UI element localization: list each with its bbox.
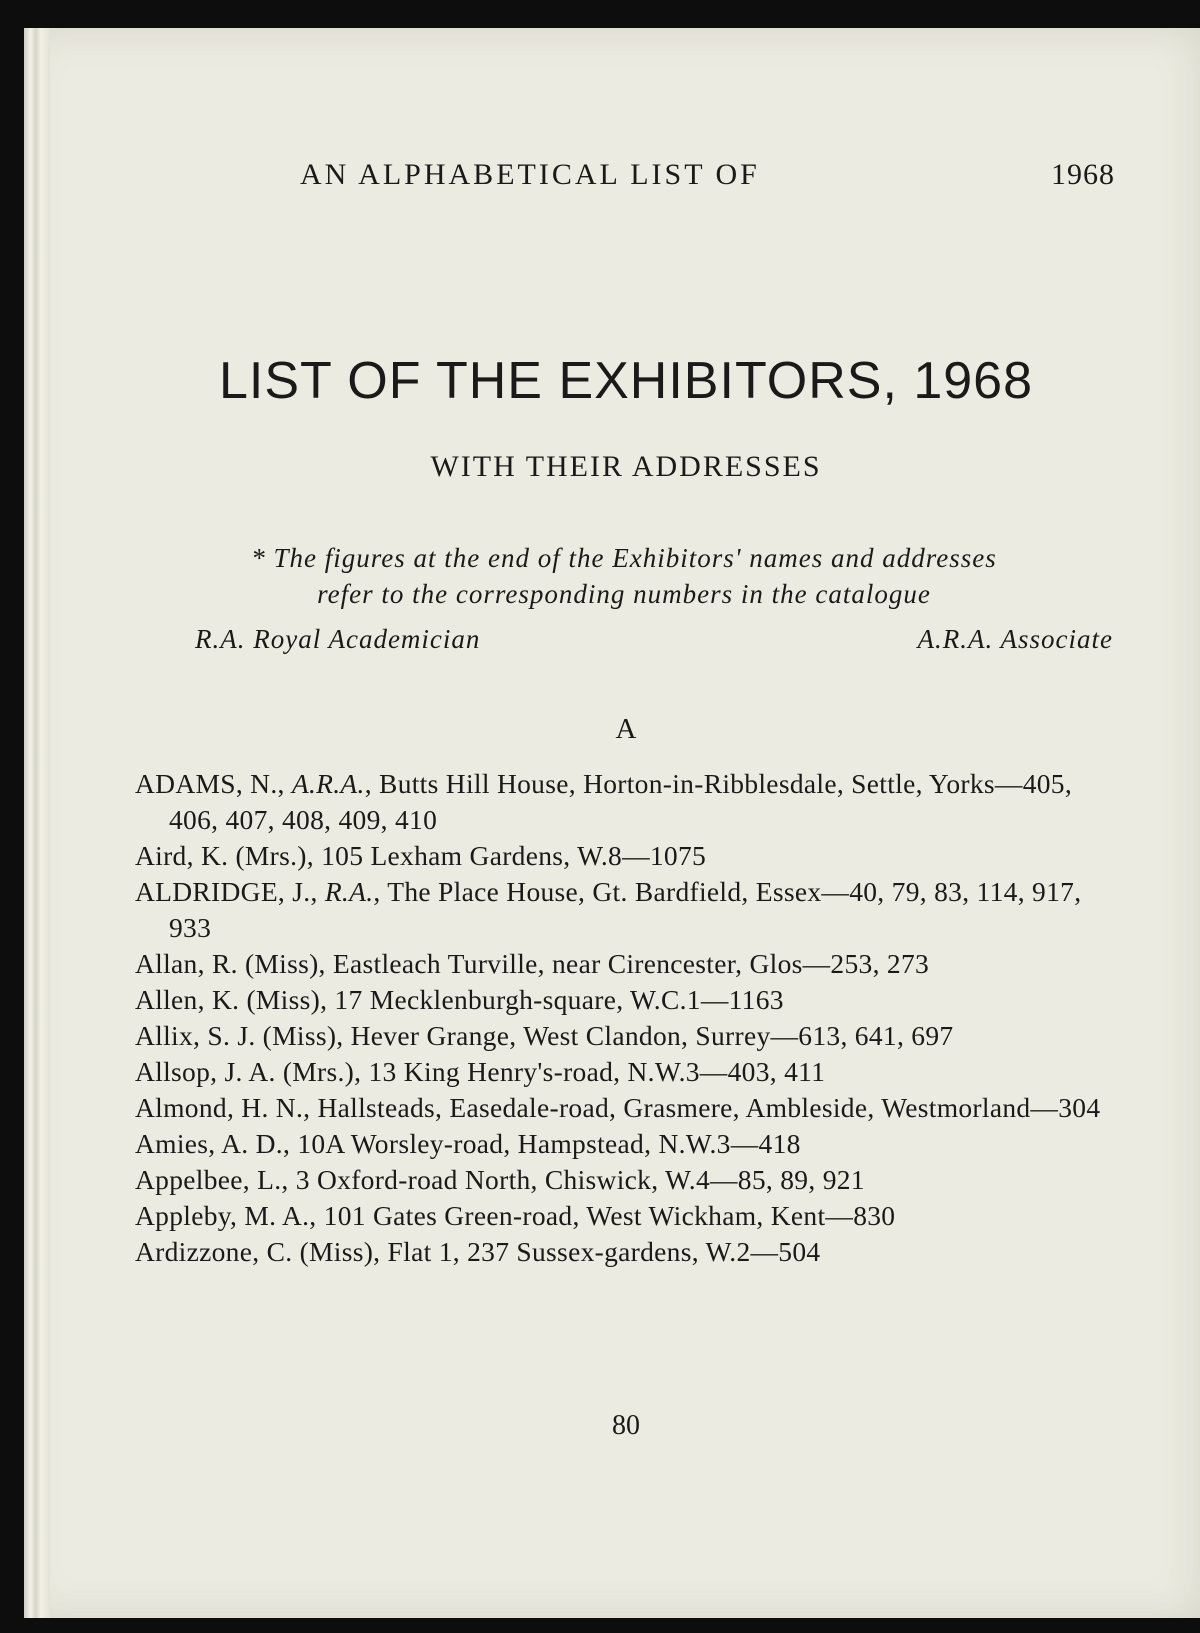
list-item: Allsop, J. A. (Mrs.), 13 King Henry's-road, N.W.3—403, 411 bbox=[135, 1056, 826, 1087]
running-head-year: 1968 bbox=[1051, 158, 1115, 191]
abbreviations bbox=[195, 624, 1113, 658]
abbreviation-ra: R.A. Royal Academician bbox=[195, 624, 481, 654]
running-head-title: AN ALPHABETICAL LIST OF bbox=[300, 158, 760, 191]
list-item: Allen, K. (Miss), 17 Mecklenburgh-square, W.C.1—1163 bbox=[135, 984, 784, 1015]
list-item: Aird, K. (Mrs.), 105 Lexham Gardens, W.8—1075 bbox=[135, 840, 707, 871]
list-item: ALDRIDGE, J., R.A., The Place House, Gt. Bardfield, Essex—40, 79, 83, 114, 917, 933 bbox=[135, 876, 1082, 943]
note-line-1: * The figures at the end of the Exhibitors' names and addresses bbox=[251, 543, 997, 573]
page-number: 80 bbox=[612, 1410, 640, 1441]
list-item: Ardizzone, C. (Miss), Flat 1, 237 Sussex-gardens, W.2—504 bbox=[135, 1236, 821, 1267]
section-letter: A bbox=[615, 713, 637, 745]
page-subtitle: WITH THEIR ADDRESSES bbox=[430, 450, 822, 483]
note-line-2: refer to the corresponding numbers in the catalogue bbox=[317, 579, 931, 609]
list-item: Appelbee, L., 3 Oxford-road North, Chiswick, W.4—85, 89, 921 bbox=[135, 1164, 865, 1195]
list-item: Allan, R. (Miss), Eastleach Turville, near Cirencester, Glos—253, 273 bbox=[135, 948, 930, 979]
running-head bbox=[300, 158, 1115, 198]
page-edges bbox=[24, 28, 50, 1618]
exhibitor-list bbox=[135, 766, 1120, 1270]
list-item: Almond, H. N., Hallsteads, Easedale-road, Grasmere, Ambleside, Westmorland—304 bbox=[135, 1092, 1101, 1123]
list-item: ADAMS, N., A.R.A., Butts Hill House, Horton-in-Ribblesdale, Settle, Yorks—405, 406, 407, 408, 409, 410 bbox=[135, 768, 1073, 835]
abbreviation-ara: A.R.A. Associate bbox=[917, 624, 1113, 654]
page-title: LIST OF THE EXHIBITORS, 1968 bbox=[218, 352, 1034, 410]
list-item: Appleby, M. A., 101 Gates Green-road, West Wickham, Kent—830 bbox=[135, 1200, 896, 1231]
list-item: Allix, S. J. (Miss), Hever Grange, West Clandon, Surrey—613, 641, 697 bbox=[135, 1020, 954, 1051]
explanatory-note bbox=[135, 540, 1113, 612]
list-item: Amies, A. D., 10A Worsley-road, Hampstead, N.W.3—418 bbox=[135, 1128, 801, 1159]
